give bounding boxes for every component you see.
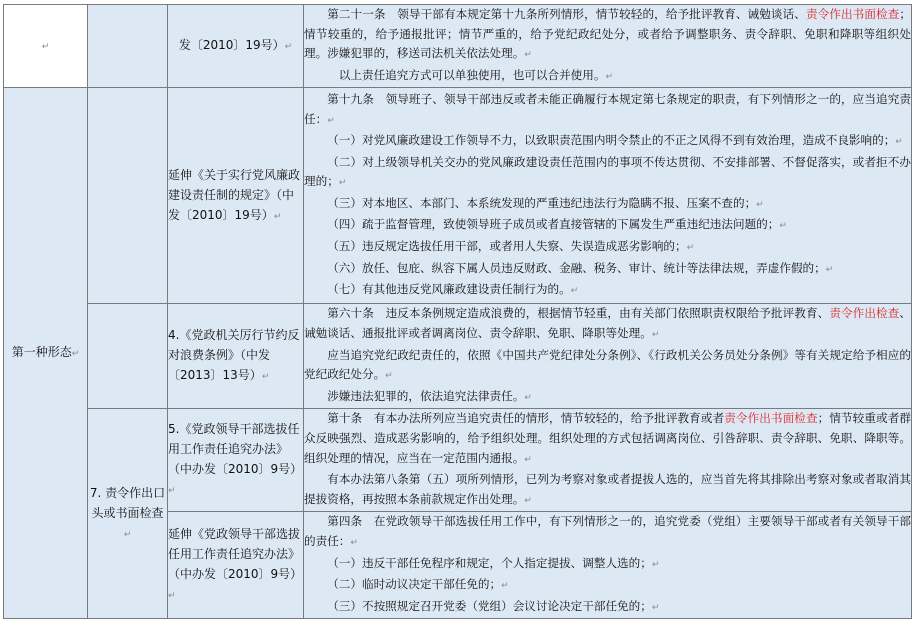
source-text: 延伸《党政领导干部选拔任用工作责任追究办法》（中办发〔2010〕9号）	[168, 527, 303, 582]
paragraph: （五）违反规定选拔任用干部，或者用人失察、失误造成恶劣影响的；↵	[327, 239, 695, 254]
highlight-text: 责令作出书面检查	[805, 7, 900, 21]
form-label-cell: 第一种形态↵	[4, 88, 88, 619]
content-cell	[304, 88, 912, 304]
content-cell	[304, 5, 912, 88]
table-row	[4, 88, 912, 304]
paragraph: （一）违反干部任免程序和规定，个人指定提拔、调整人选的；↵	[327, 555, 660, 570]
paragraph: （一）对党风廉政建设工作领导不力，以致职责范围内明令禁止的不正之风得不到有效治理，造成不良影响的；↵	[327, 133, 903, 148]
paragraph: 有本办法第八条第（五）项所列情形，已列为考察对象或者提拔人选的，应当首先将其排除出考察对象或者取消其提拔资格，再按照本条前款规定作出处理。↵	[304, 472, 911, 506]
paragraph: 第十九条 领导班子、领导干部违反或者未能正确履行本规定第七条规定的职责，有下列情形之一的，应当追究责任：↵	[304, 91, 911, 126]
responsibility-table	[3, 4, 912, 619]
highlight-text: 责令作出检查	[829, 306, 900, 321]
source-cell: 发〔2010〕19号）↵	[168, 5, 304, 88]
content-cell	[304, 409, 912, 512]
paragraph: 第二十一条 领导干部有本规定第十九条所列情形，情节较轻的，给予批评教育、诫勉谈话、责令作出书面检查；情节较重的，给予通报批评；情节严重的，给予党纪政纪处分，或者给予调整职务、责令辞职、免职和降职等组织处理。涉嫌犯罪的，移送司法机关依法处理。↵	[304, 7, 911, 61]
highlight-text: 责令作出书面检查	[724, 411, 818, 426]
paragraph: （二）临时动议决定干部任免的；↵	[327, 577, 509, 592]
measure-label: 7. 责令作出口头或书面检查	[89, 485, 166, 520]
source-text: 发〔2010〕19号）	[178, 38, 285, 53]
form-label: 第一种形态	[11, 345, 72, 360]
paragraph: 应当追究党纪政纪责任的，依照《中国共产党纪律处分条例》、《行政机关公务员处分条例》等有关规定给予相应的党纪政纪处分。↵	[304, 347, 911, 382]
source-cell: 延伸《关于实行党风廉政建设责任制的规定》（中发〔2010〕19号）↵	[168, 88, 304, 304]
blank-form-cell: ↵	[4, 5, 88, 88]
paragraph: （四）疏于监督管理，致使领导班子成员或者直接管辖的下属发生严重违纪违法问题的；↵	[327, 217, 787, 232]
blank-measure-cell	[88, 88, 168, 304]
paragraph: 第六十条 违反本条例规定造成浪费的，根据情节轻重，由有关部门依照职责权限给予批评教育、责令作出检查、诫勉谈话、通报批评或者调离岗位、责令辞职、免职、降职等处理。↵	[304, 306, 911, 340]
paragraph: 第十条 有本办法所列应当追究责任的情形，情节较轻的，给予批评教育或者责令作出书面检查；情节较重或者群众反映强烈、造成恶劣影响的，给予组织处理。组织处理的方式包括调离岗位、引咎辞职、责令辞职、免职、降职等。组织处理的情况，应当在一定范围内通报。↵	[304, 411, 911, 465]
source-cell: 延伸《党政领导干部选拔任用工作责任追究办法》（中办发〔2010〕9号）↵	[168, 512, 304, 619]
table-row	[4, 304, 912, 409]
source-text: 4.《党政机关厉行节约反对浪费条例》（中发〔2013〕13号）	[168, 328, 300, 383]
paragraph: （六）放任、包庇、纵容下属人员违反财政、金融、税务、审计、统计等法律法规，弄虚作假的；↵	[327, 260, 834, 275]
table-row	[4, 5, 912, 88]
blank-measure-cell	[88, 304, 168, 409]
table-row	[4, 409, 912, 512]
paragraph: （三）对本地区、本部门、本系统发现的严重违纪违法行为隐瞒不报、压案不查的；↵	[327, 195, 764, 210]
source-text: 5.《党政领导干部选拔任用工作责任追究办法》（中办发〔2010〕9号）	[168, 422, 303, 477]
measure-label-cell: 7. 责令作出口头或书面检查↵	[88, 409, 168, 619]
paragraph: （七）有其他违反党风廉政建设责任制行为的。↵	[327, 282, 579, 297]
paragraph: 涉嫌违法犯罪的，依法追究法律责任。↵	[327, 388, 532, 403]
paragraph: 第四条 在党政领导干部选拔任用工作中，有下列情形之一的，追究党委（党组）主要领导干部或者有关领导干部的责任：↵	[304, 514, 911, 548]
blank-measure-cell	[88, 5, 168, 88]
source-text: 延伸《关于实行党风廉政建设责任制的规定》（中发〔2010〕19号）	[168, 167, 301, 222]
source-cell: 4.《党政机关厉行节约反对浪费条例》（中发〔2013〕13号）↵	[168, 304, 304, 409]
content-cell	[304, 304, 912, 409]
content-cell	[304, 512, 912, 619]
paragraph: 以上责任追究方式可以单独使用，也可以合并使用。↵	[338, 67, 614, 82]
paragraph: （三）不按照规定召开党委（党组）会议讨论决定干部任免的；↵	[327, 598, 660, 613]
paragraph: （二）对上级领导机关交办的党风廉政建设责任范围内的事项不传达贯彻、不安排部署、不督促落实，或者拒不办理的；↵	[304, 154, 911, 189]
source-cell: 5.《党政领导干部选拔任用工作责任追究办法》（中办发〔2010〕9号）↵	[168, 409, 304, 512]
